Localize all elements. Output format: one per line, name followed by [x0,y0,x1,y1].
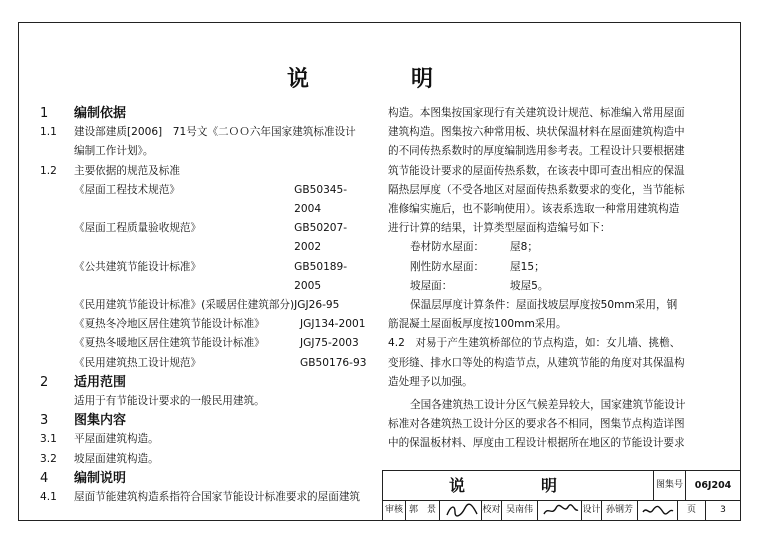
title-block [382,470,741,521]
item-text: 建设部建质[2006] 71号文《二ＯＯ六年国家建筑标准设计 [74,126,356,139]
roof-type-label: 卷材防水屋面： [410,241,485,254]
text-line: 造处理予以加强。 [388,375,473,388]
standard-name: 《夏热冬暖地区居住建筑节能设计标准》 [74,337,265,350]
roof-type-label: 坡屋面： [410,279,453,292]
design-signature-mark [639,500,677,521]
section-title: 编制依据 [74,106,127,121]
roof-type-row [388,277,700,296]
item-1-2 [40,162,372,181]
text-line: 保温层厚度计算条件：屋面找坡层厚度按50mm采用，钢 [410,299,678,312]
page-number: 3 [705,500,740,521]
standard-code: GB50207-2002 [294,222,348,254]
item-text: 屋面节能建筑构造系指符合国家节能设计标准要求的屋面建筑 [74,491,361,504]
design-label: 设计 [581,500,601,521]
left-column [40,104,372,507]
section-title: 适用范围 [74,374,127,390]
title-block-title: 说 明 [448,476,587,495]
section-2-heading [40,373,372,392]
section-title: 图集内容 [74,413,127,429]
text-line: 筋混凝土屋面板厚度按100mm采用。 [388,318,567,331]
roof-type-row [388,238,700,257]
item-4-1 [40,488,372,507]
standard-row [40,219,372,257]
review-name: 郭 景 [405,500,439,521]
section-number: 1 [40,106,49,121]
proof-label: 校对 [481,500,501,521]
standard-code: GB50345-2004 [294,183,348,216]
standard-name: 《屋面工程技术规范》 [74,183,180,196]
text-line: 变形缝、排水口等处的构造节点，从建筑节能的角度对其保温构 [388,356,685,369]
title-block-top-row [383,471,740,501]
item-text: 坡屋面建筑构造。 [74,452,159,465]
item-1-1 [40,123,372,142]
paragraph-climate-zones [388,396,700,454]
item-text: 主要依据的规范及标准 [74,164,180,177]
standard-row [40,258,372,296]
title-block-bottom-row [383,500,740,521]
roof-type-list [388,238,700,296]
section-number: 2 [40,374,49,390]
review-signature [439,500,481,521]
item-4-2 [388,334,700,392]
standard-code: JGJ75-2003 [300,337,359,350]
standard-row [40,296,372,315]
standard-row [40,181,372,219]
item-1-1-continuation: 编制工作计划》。 [74,145,154,158]
text-line: 进行计算的结果，计算类型屋面构造编号如下： [388,222,611,235]
item-text: 平屋面建筑构造。 [74,433,159,446]
standard-row [40,334,372,353]
item-number: 4.1 [40,491,57,504]
review-label: 审核 [384,505,403,515]
roof-type-value: 屋15； [510,260,545,273]
item-3-2 [40,450,372,469]
page-title: 说 明 [286,66,473,92]
design-signature [637,500,677,521]
text-line: 准修编实施后，也不影响使用）。该表系选取一种常用建筑构造 [388,203,680,216]
proof-name: 吴南伟 [501,500,537,521]
item-3-1 [40,430,372,449]
standard-code: GB50176-93 [300,356,367,369]
section-4-heading [40,469,372,488]
standards-list [40,181,372,373]
item-number: 3.1 [40,433,57,446]
section-1-heading [40,104,372,123]
calculation-conditions [388,296,700,334]
atlas-number: 06J204 [685,471,740,500]
standard-name: 《屋面工程质量验收规范》 [74,222,202,235]
paragraph-construction [388,104,700,238]
roof-type-row [388,258,700,277]
text-line: 隔热层厚度（不受各地区对屋面传热系数要求的变化，当节能标 [388,183,685,196]
roof-type-value: 屋8； [510,241,538,254]
proof-signature [537,500,581,521]
standard-row [40,354,372,373]
design-name: 孙钢芳 [601,500,637,521]
item-number: 1.1 [40,126,57,139]
review-signature-mark [441,500,481,521]
standard-name: 《夏热冬冷地区居住建筑节能设计标准》 [74,318,265,331]
roof-type-label: 刚性防水屋面： [410,260,485,273]
standard-name: 《民用建筑节能设计标准》(采暖居住建筑部分) [74,299,295,312]
standard-code: GB50189-2005 [294,260,348,292]
section-2-text: 适用于有节能设计要求的一般民用建筑。 [74,395,265,408]
text-line: 中的保温板材料、厚度由工程设计根据所在地区的节能设计要求 [388,437,685,450]
text-line: 全国各建筑热工设计分区气候差异较大，国家建筑节能设计 [410,399,686,412]
text-line: 筑节能设计要求的屋面传热系数，在该表中即可查出相应的保温 [388,164,685,177]
page-label: 页 [677,500,705,521]
standard-name: 《民用建筑热工设计规范》 [74,356,202,369]
roof-type-value: 坡屋5。 [510,279,549,292]
item-number: 3.2 [40,452,57,465]
atlas-number-label: 图集号 [653,471,685,500]
standard-code: JGJ26-95 [294,299,340,312]
proof-signature-mark [539,500,581,521]
right-column [388,104,700,454]
text-line: 构造。本图集按国家现行有关建筑设计规范、标准编入常用屋面 [388,107,685,119]
text-line: 建筑构造。图集按六种常用板、块状保温材料在屋面建筑构造中 [388,126,685,139]
section-number: 4 [40,470,49,486]
section-3-heading [40,411,372,430]
item-number: 1.2 [40,164,57,177]
text-line: 标准对各建筑热工设计分区的要求各不相同，图集节点构造详图 [388,418,685,431]
section-number: 3 [40,413,49,429]
text-line: 4.2 对易于产生建筑桥部位的节点构造，如：女儿墙、挑檐、 [388,337,681,350]
section-title: 编制说明 [74,470,127,486]
standard-row [40,315,372,334]
standard-code: JGJ134-2001 [300,318,366,331]
text-line: 的不同传热系数时的厚度编制选用参考表。工程设计只要根据建 [388,145,685,158]
standard-name: 《公共建筑节能设计标准》 [74,260,202,273]
